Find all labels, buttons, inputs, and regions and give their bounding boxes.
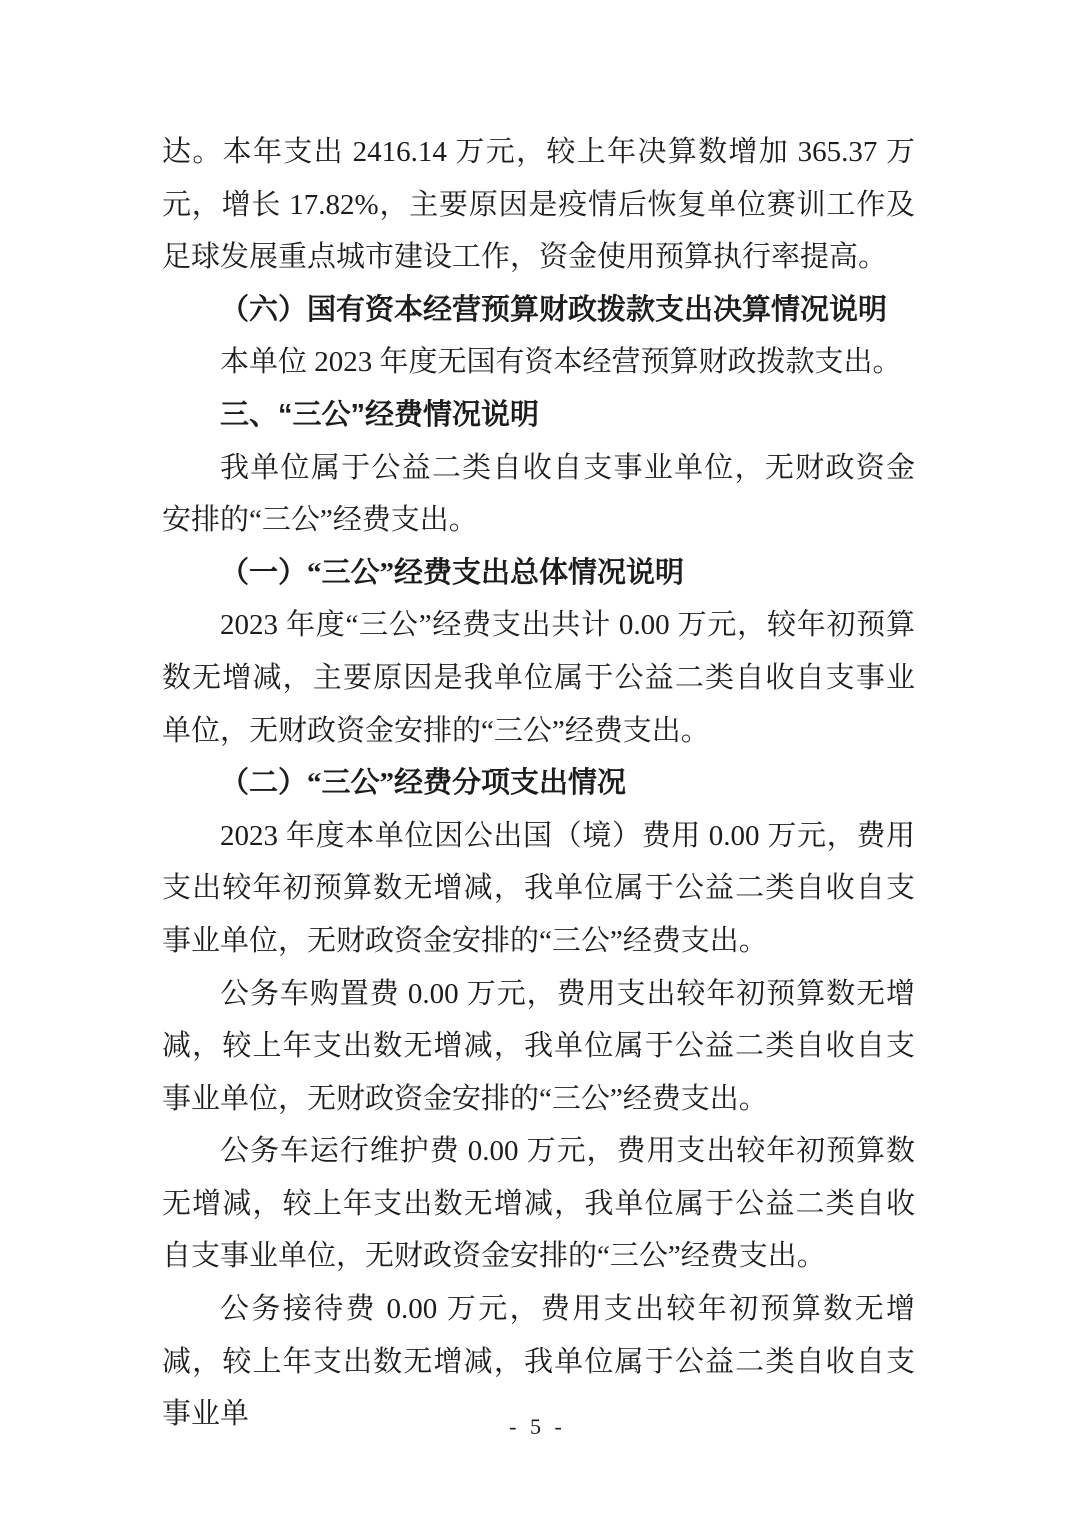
paragraph-total-three-public-expense: 2023 年度“三公”经费支出共计 0.00 万元，较年初预算数无增减，主要原因是我单位属于公益二类自收自支事业单位，无财政资金安排的“三公”经费支出。 <box>162 609 915 747</box>
paragraph-overseas-travel-expense: 2023 年度本单位因公出国（境）费用 0.00 万元，费用支出较年初预算数无增减，我单位属于公益二类自收自支事业单位，无财政资金安排的“三公”经费支出。 <box>162 819 915 957</box>
document-body <box>162 126 915 1441</box>
paragraph-vehicle-purchase-expense: 公务车购置费 0.00 万元，费用支出较年初预算数无增减，较上年支出数无增减，我单位属于公益二类自收自支事业单位，无财政资金安排的“三公”经费支出。 <box>162 977 915 1115</box>
heading-subsection-1-overall-situation: （一）“三公”经费支出总体情况说明 <box>220 556 685 589</box>
heading-subsection-2-itemized-expenditure: （二）“三公”经费分项支出情况 <box>220 767 627 800</box>
paragraph-expenditure-summary-continued: 达。本年支出 2416.14 万元，较上年决算数增加 365.37 万元，增长 17.82%，主要原因是疫情后恢复单位赛训工作及足球发展重点城市建设工作，资金使用预算执行率提高。 <box>162 136 915 274</box>
heading-part-3-three-public-expenses: 三、“三公”经费情况说明 <box>220 398 540 431</box>
heading-section-6-state-capital-budget: （六）国有资本经营预算财政拨款支出决算情况说明 <box>220 293 888 326</box>
paragraph-unit-classification: 我单位属于公益二类自收自支事业单位，无财政资金安排的“三公”经费支出。 <box>162 451 915 537</box>
paragraph-official-reception-expense: 公务接待费 0.00 万元，费用支出较年初预算数无增减，较上年支出数无增减，我单位属于公益二类自收自支事业单 <box>162 1293 915 1431</box>
paragraph-vehicle-operation-expense: 公务车运行维护费 0.00 万元，费用支出较年初预算数无增减，较上年支出数无增减，我单位属于公益二类自收自支事业单位，无财政资金安排的“三公”经费支出。 <box>162 1135 915 1273</box>
page-number: - 5 - <box>509 1414 566 1439</box>
paragraph-no-state-capital-expenditure: 本单位 2023 年度无国有资本经营预算财政拨款支出。 <box>220 346 902 379</box>
